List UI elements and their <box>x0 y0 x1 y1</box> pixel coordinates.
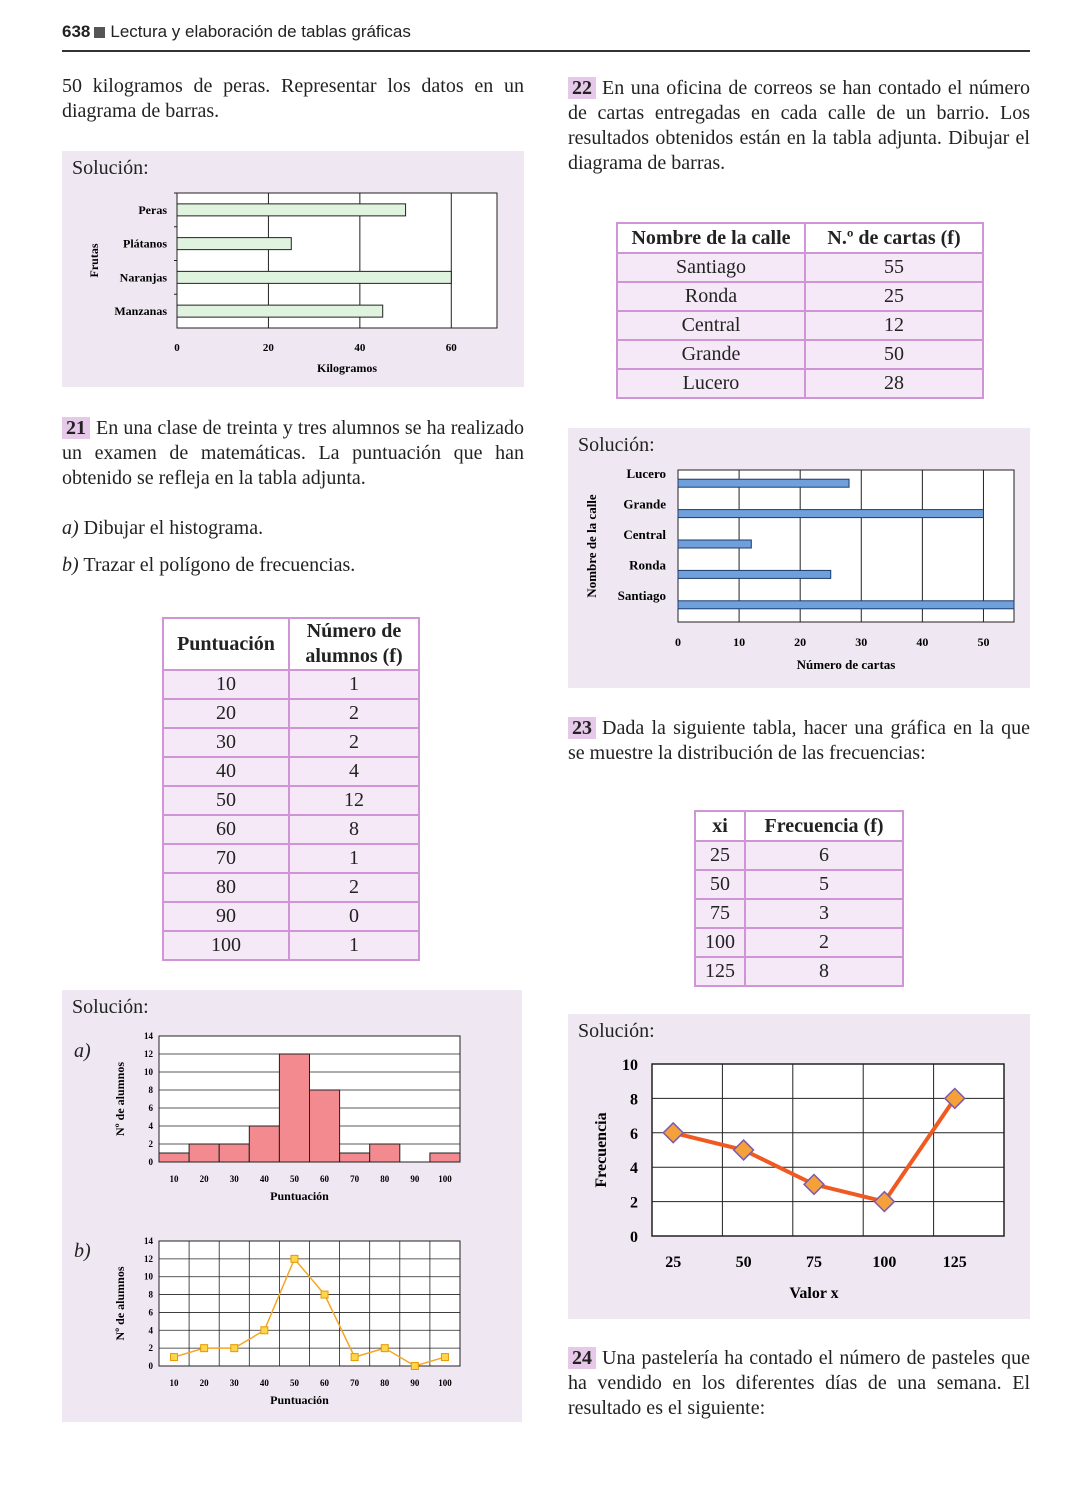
page-number: 638 <box>62 22 91 41</box>
bar <box>678 540 751 548</box>
x-tick-label: 125 <box>942 1254 967 1271</box>
x-tick-label: 10 <box>169 1378 179 1388</box>
table-cell: Grande <box>617 340 805 369</box>
x-tick-label: 80 <box>380 1378 390 1388</box>
histogram-bar <box>279 1054 309 1162</box>
ex21-number: 21 <box>62 417 90 439</box>
ex21-part-a <box>62 516 524 541</box>
ex24-paragraph <box>568 1346 1030 1421</box>
y-tick-label: 2 <box>630 1194 638 1212</box>
x-tick-label: 10 <box>733 635 746 649</box>
bar <box>678 510 983 518</box>
x-tick-label: 0 <box>174 342 180 354</box>
table-cell: 12 <box>289 786 419 815</box>
x-tick-label: 100 <box>438 1378 452 1388</box>
solution-label: Solución: <box>578 1020 655 1042</box>
histogram-bar <box>340 1153 370 1162</box>
table-cell: Central <box>617 311 805 340</box>
table-row <box>695 870 903 899</box>
table-cell: 70 <box>163 844 289 873</box>
y-tick-label: 6 <box>630 1125 638 1143</box>
solution-label: Solución: <box>72 157 149 179</box>
table-cell: 2 <box>289 699 419 728</box>
table-cell: 25 <box>805 282 983 311</box>
y-tick-label: 8 <box>148 1289 153 1300</box>
table-row <box>163 931 419 960</box>
table-cell: Lucero <box>617 369 805 398</box>
header-title: Lectura y elaboración de tablas gráficas <box>110 22 411 41</box>
data-point <box>261 1327 268 1334</box>
table-header-cell: Frecuencia (f) <box>745 811 903 841</box>
table-cell: 4 <box>289 757 419 786</box>
ex22-text: En una oficina de correos se han contado el número de cartas entregadas en cada calle de un barrio. Los resultados obtenidos están en la tabla adjunta. Dibujar el diagrama de barras. <box>568 77 1030 174</box>
x-tick-label: 75 <box>806 1254 822 1271</box>
data-point <box>381 1345 388 1352</box>
solution-label: Solución: <box>72 996 149 1018</box>
histogram-bar <box>430 1153 460 1162</box>
table-cell: 2 <box>289 873 419 902</box>
bar <box>177 238 291 250</box>
header-square-icon <box>94 27 105 38</box>
x-tick-label: 40 <box>259 1174 269 1184</box>
data-point <box>171 1354 178 1361</box>
y-tick-label: 10 <box>144 1271 153 1282</box>
table-cell: 10 <box>163 670 289 699</box>
y-tick-label: 6 <box>148 1103 153 1113</box>
table-cell: 2 <box>745 928 903 957</box>
bar <box>678 570 831 578</box>
y-tick-label: 10 <box>144 1067 153 1077</box>
table-cell: 5 <box>745 870 903 899</box>
table-header-cell: xi <box>695 811 745 841</box>
ex21-b-text: Trazar el polígono de frecuencias. <box>83 554 356 576</box>
table-cell: 50 <box>163 786 289 815</box>
x-tick-label: 30 <box>229 1174 239 1184</box>
category-label: Manzanas <box>114 304 167 319</box>
y-axis-label: Nº de alumnos <box>113 1062 127 1136</box>
x-tick-label: 60 <box>320 1378 330 1388</box>
ex24-text: Una pastelería ha contado el número de pasteles que ha vendido en los diferentes días de una semana. El resultado es el siguiente: <box>568 1347 1030 1419</box>
table-cell: 75 <box>695 899 745 928</box>
table-cell: 0 <box>289 902 419 931</box>
x-tick-label: 30 <box>855 635 868 649</box>
category-label: Plátanos <box>122 236 167 251</box>
y-tick-label: 0 <box>148 1361 153 1371</box>
page-header <box>62 22 1030 52</box>
table-cell: 60 <box>163 815 289 844</box>
ex22-solution-box <box>568 428 1030 688</box>
streets-bar-chart <box>568 428 1030 688</box>
y-tick-label: 4 <box>148 1121 153 1131</box>
y-axis-label: Nombre de la calle <box>584 494 599 598</box>
x-tick-label: 50 <box>735 1254 752 1271</box>
table-cell: 1 <box>289 931 419 960</box>
ex21-solution-box <box>62 990 522 1422</box>
table-row <box>163 786 419 815</box>
bar <box>678 479 849 487</box>
bar <box>678 601 1014 609</box>
x-tick-label: 50 <box>289 1174 299 1184</box>
y-tick-label: 2 <box>148 1139 153 1149</box>
frequency-line-chart <box>568 1014 1030 1319</box>
table-row <box>695 928 903 957</box>
table-row <box>695 957 903 986</box>
table-header-cell: N.º de cartas (f) <box>805 223 983 253</box>
x-tick-label: 20 <box>262 342 274 354</box>
y-tick-label: 0 <box>148 1157 153 1167</box>
table-cell: 28 <box>805 369 983 398</box>
table-row <box>695 841 903 870</box>
table-row <box>163 902 419 931</box>
y-tick-label: 6 <box>148 1307 153 1318</box>
y-tick-label: 10 <box>622 1057 638 1074</box>
ex23-number: 23 <box>568 717 596 739</box>
x-tick-label: 50 <box>289 1378 299 1388</box>
data-point <box>291 1255 298 1262</box>
x-tick-label: 20 <box>199 1378 209 1388</box>
data-point <box>441 1354 448 1361</box>
ex23-text: Dada la siguiente tabla, hacer una gráfica en la que se muestre la distribución de las frecuencias: <box>568 717 1030 764</box>
part-a-label: a) <box>74 1040 91 1062</box>
table-cell: Ronda <box>617 282 805 311</box>
fruit-solution-box <box>62 151 524 387</box>
table-cell: 12 <box>805 311 983 340</box>
table-cell: 80 <box>163 873 289 902</box>
table-cell: 25 <box>695 841 745 870</box>
ex22-table <box>616 222 984 399</box>
y-tick-label: 8 <box>148 1085 153 1095</box>
table-cell: 100 <box>163 931 289 960</box>
part-b-label: b) <box>74 1240 91 1262</box>
table-row <box>163 844 419 873</box>
y-tick-label: 4 <box>148 1325 153 1336</box>
table-cell: 50 <box>805 340 983 369</box>
ex23-solution-box <box>568 1014 1030 1319</box>
ex23-paragraph <box>568 716 1030 766</box>
bar <box>177 204 406 216</box>
table-row <box>163 873 419 902</box>
category-label: Naranjas <box>119 270 167 285</box>
ex22-number: 22 <box>568 77 596 99</box>
ex24-number: 24 <box>568 1347 596 1369</box>
table-row <box>163 815 419 844</box>
x-tick-label: 70 <box>350 1174 360 1184</box>
histogram-bar <box>370 1144 400 1162</box>
x-axis-label: Puntuación <box>270 1189 329 1203</box>
x-tick-label: 90 <box>410 1378 420 1388</box>
histogram-chart <box>62 990 522 1422</box>
category-label: Peras <box>138 202 167 217</box>
x-tick-label: 20 <box>794 635 807 649</box>
table-cell: Santiago <box>617 253 805 282</box>
y-tick-label: 14 <box>144 1031 153 1041</box>
x-axis-label: Kilogramos <box>317 361 377 375</box>
table-cell: 8 <box>289 815 419 844</box>
data-point <box>351 1354 358 1361</box>
fruit-bar-chart <box>62 151 524 387</box>
table-header-cell: Nombre de la calle <box>617 223 805 253</box>
table-row <box>163 757 419 786</box>
x-tick-label: 40 <box>259 1378 269 1388</box>
histogram-bar <box>159 1153 189 1162</box>
histogram-bar <box>249 1126 279 1162</box>
y-tick-label: 8 <box>630 1091 638 1109</box>
data-point <box>411 1363 418 1370</box>
category-label: Lucero <box>626 466 666 482</box>
ex21-b-label: b) <box>62 554 79 576</box>
histogram-bar <box>219 1144 249 1162</box>
y-tick-label: 14 <box>144 1236 153 1246</box>
category-label: Santiago <box>617 587 666 603</box>
table-cell: 8 <box>745 957 903 986</box>
data-point <box>231 1345 238 1352</box>
table-row <box>617 340 983 369</box>
x-axis-label: Puntuación <box>270 1393 329 1407</box>
table-row <box>617 369 983 398</box>
x-tick-label: 90 <box>410 1174 420 1184</box>
table-cell: 1 <box>289 844 419 873</box>
x-tick-label: 50 <box>977 635 990 649</box>
table-cell: 2 <box>289 728 419 757</box>
data-point <box>201 1345 208 1352</box>
table-cell: 6 <box>745 841 903 870</box>
y-axis-label: Frecuencia <box>593 1112 610 1188</box>
category-label: Grande <box>623 496 666 512</box>
y-tick-label: 4 <box>630 1160 638 1178</box>
y-tick-label: 0 <box>630 1229 638 1246</box>
x-tick-label: 30 <box>229 1378 239 1388</box>
table-cell: 40 <box>163 757 289 786</box>
table-cell: 50 <box>695 870 745 899</box>
ex21-table <box>162 617 420 961</box>
ex21-part-b <box>62 553 524 578</box>
x-tick-label: 60 <box>320 1174 330 1184</box>
y-tick-label: 12 <box>144 1049 153 1059</box>
y-axis-label: Nº de alumnos <box>113 1266 127 1341</box>
table-cell: 100 <box>695 928 745 957</box>
y-tick-label: 12 <box>144 1253 153 1264</box>
x-tick-label: 100 <box>438 1174 452 1184</box>
ex22-paragraph <box>568 76 1030 176</box>
table-row <box>163 728 419 757</box>
x-axis-label: Número de cartas <box>796 657 896 672</box>
category-label: Central <box>623 527 666 542</box>
table-cell: 30 <box>163 728 289 757</box>
y-axis-label: Frutas <box>87 243 101 278</box>
ex23-table <box>694 810 904 987</box>
table-cell: 90 <box>163 902 289 931</box>
x-tick-label: 10 <box>169 1174 179 1184</box>
data-point <box>321 1291 328 1298</box>
table-header-cell: Puntuación <box>163 618 289 670</box>
ex21-a-text: Dibujar el histograma. <box>83 517 264 539</box>
x-tick-label: 100 <box>872 1254 897 1271</box>
x-tick-label: 25 <box>665 1254 682 1271</box>
x-tick-label: 60 <box>445 342 457 354</box>
ex21-text: En una clase de treinta y tres alumnos se ha realizado un examen de matemáticas. La puntuación que han obtenido se refleja en la tabla adjunta. <box>62 417 524 489</box>
x-tick-label: 40 <box>916 635 929 649</box>
table-cell: 1 <box>289 670 419 699</box>
table-cell: 3 <box>745 899 903 928</box>
table-row <box>617 311 983 340</box>
x-tick-label: 0 <box>675 635 681 649</box>
plot-area <box>652 1064 1004 1236</box>
y-tick-label: 2 <box>148 1343 153 1354</box>
table-row <box>617 282 983 311</box>
ex21-paragraph <box>62 416 524 491</box>
table-row <box>163 670 419 699</box>
solution-label: Solución: <box>578 434 655 456</box>
intro-paragraph: 50 kilogramos de peras. Representar los datos en un diagrama de barras. <box>62 75 524 122</box>
table-row <box>695 899 903 928</box>
table-header-cell: Número de alumnos (f) <box>289 618 419 670</box>
x-axis-label: Valor x <box>789 1285 839 1302</box>
x-tick-label: 70 <box>350 1378 360 1388</box>
table-row <box>163 699 419 728</box>
bar <box>177 305 383 317</box>
x-tick-label: 40 <box>354 342 366 354</box>
table-cell: 125 <box>695 957 745 986</box>
category-label: Ronda <box>629 557 666 573</box>
table-cell: 20 <box>163 699 289 728</box>
bar <box>177 271 451 283</box>
ex21-a-label: a) <box>62 517 79 539</box>
histogram-bar <box>189 1144 219 1162</box>
x-tick-label: 80 <box>380 1174 390 1184</box>
table-row <box>617 253 983 282</box>
table-cell: 55 <box>805 253 983 282</box>
histogram-bar <box>310 1090 340 1162</box>
x-tick-label: 20 <box>199 1174 209 1184</box>
